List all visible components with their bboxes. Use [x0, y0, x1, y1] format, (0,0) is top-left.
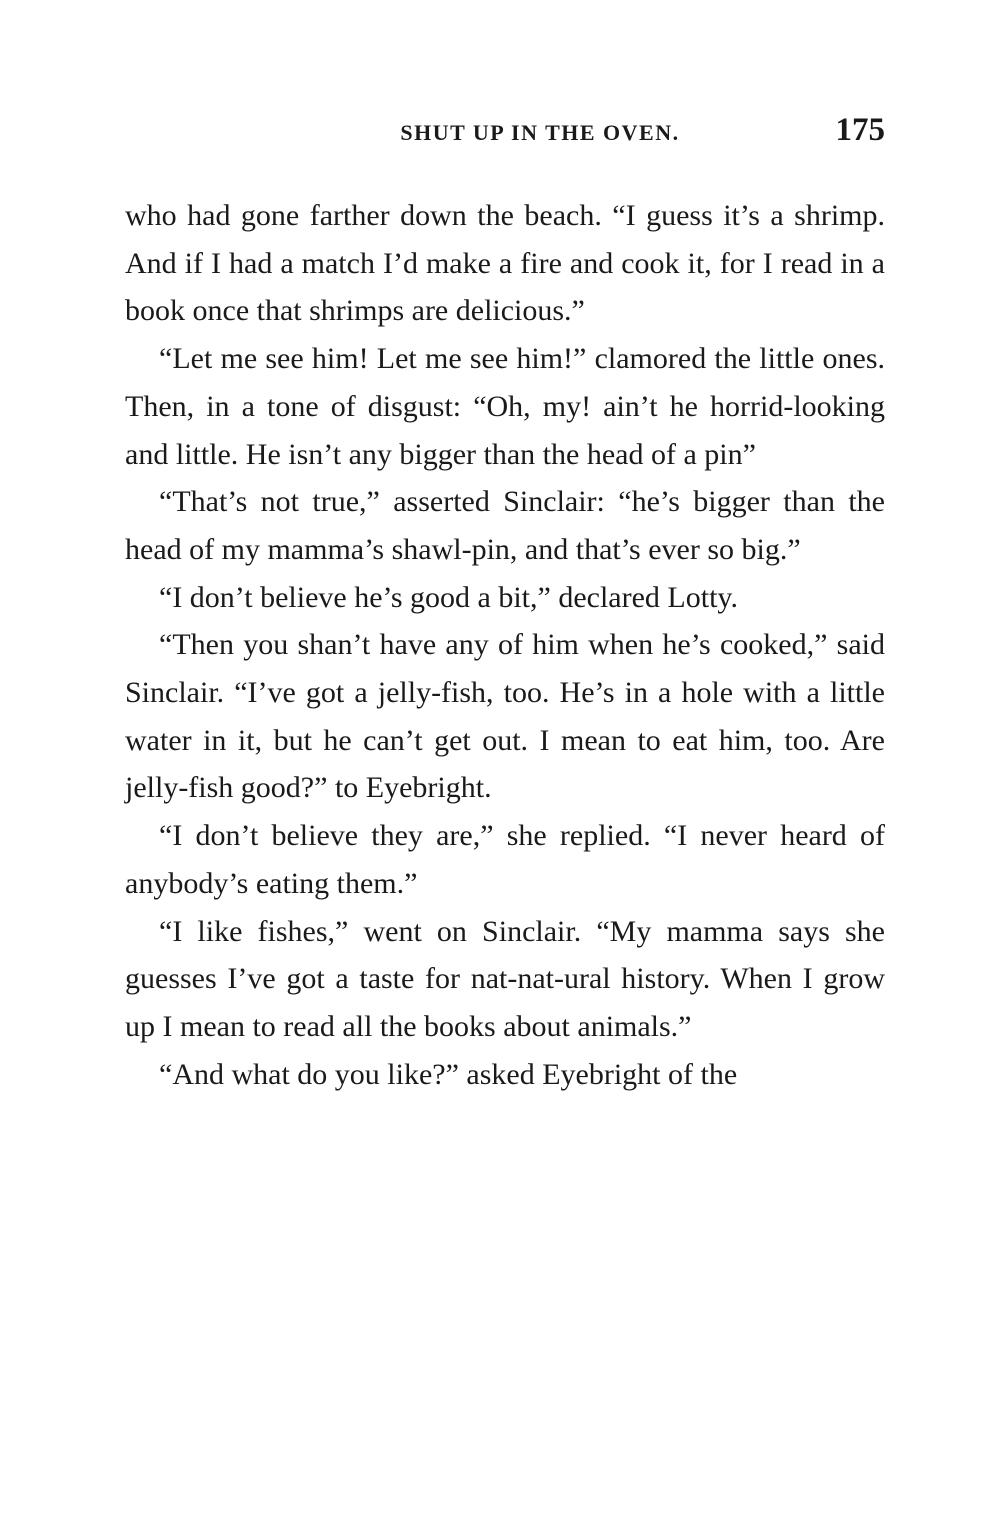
paragraph: “That’s not true,” asserted Sinclair: “he’s bigger than the head of my mamma’s shawl-pin, and that’s ever so big.” — [125, 485, 885, 566]
paragraph: “I don’t believe they are,” she replied. “I never heard of anybody’s eating them.” — [125, 819, 885, 900]
paragraph-continuation: who had gone farther down the beach. “I guess it’s a shrimp. And if I had a match I’d make a fire and cook it, for I read in a book once that shrimps are delicious.” — [125, 199, 885, 328]
paragraph: “I like fishes,” went on Sinclair. “My mamma says she guesses I’ve got a taste for nat-nat-ural history. When I grow up I mean to read all the books about animals.” — [125, 914, 885, 1043]
paragraph: “Then you shan’t have any of him when he’s cooked,” said Sinclair. “I’ve got a jelly-fish, too. He’s in a hole with a little water in it, but he can’t get out. I mean to eat him, too. Are jelly-fish good?” to Eyebright. — [125, 628, 885, 805]
page-number: 175 — [835, 112, 885, 148]
body-text — [125, 192, 885, 1098]
paragraph: “Let me see him! Let me see him!” clamored the little ones. Then, in a tone of disgust: “Oh, my! ain’t he horrid-looking and little. He isn’t any bigger than the head of a pin” — [125, 342, 885, 471]
paragraph: “I don’t believe he’s good a bit,” declared Lotty. — [159, 580, 738, 614]
running-head — [125, 112, 885, 162]
running-title: SHUT UP IN THE OVEN. — [400, 120, 680, 145]
paragraph: “And what do you like?” asked Eyebright of the — [159, 1057, 738, 1091]
